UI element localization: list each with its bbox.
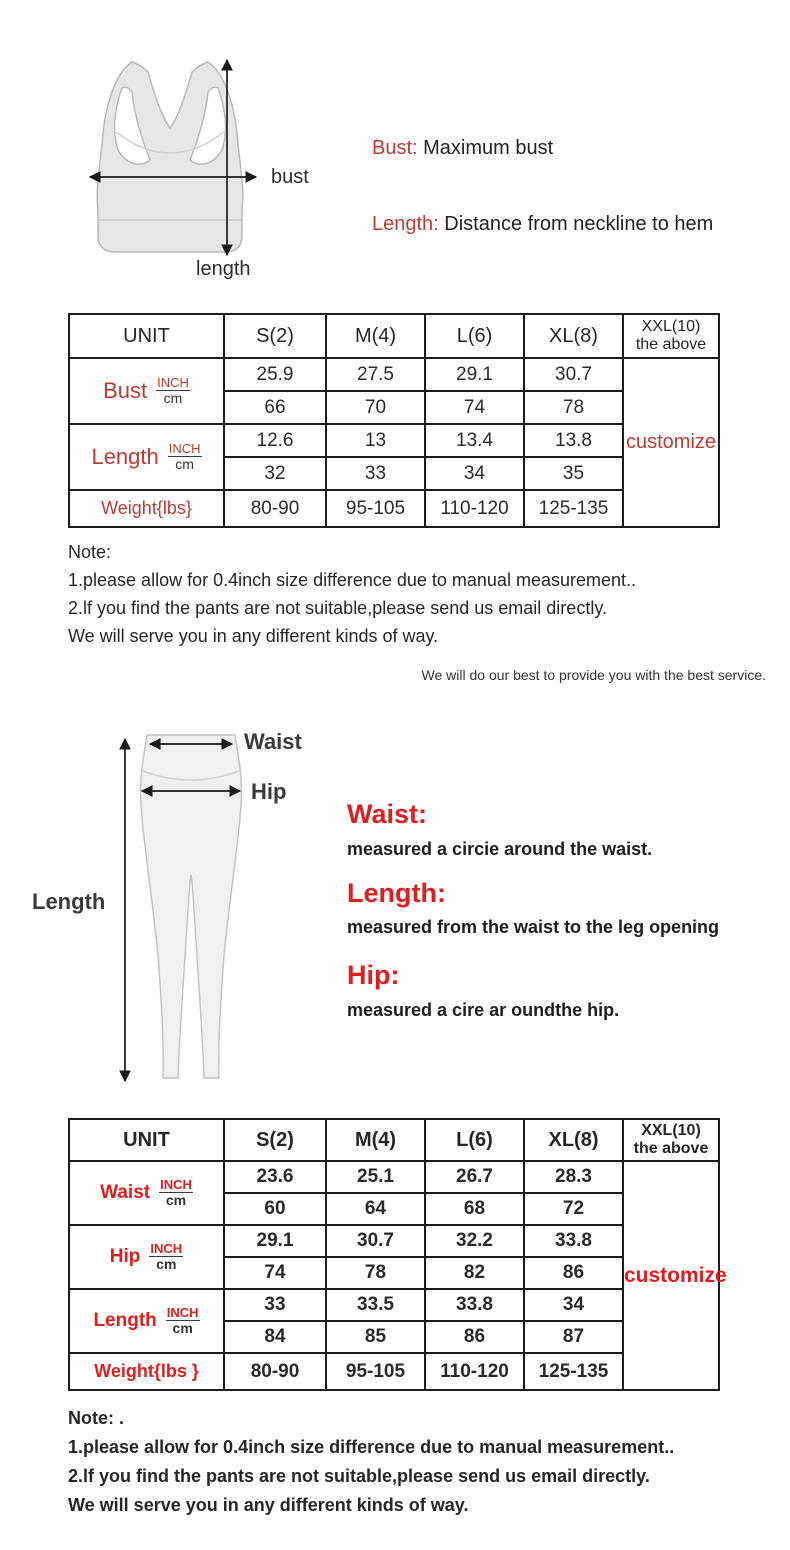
inch-value: 33.8	[524, 1225, 623, 1257]
inch-value: 25.1	[326, 1161, 425, 1193]
inch-value: 33.5	[326, 1289, 425, 1321]
table-header-row	[69, 314, 719, 358]
size-header-cell: S(2)	[224, 1119, 326, 1161]
unit-inch: INCH	[166, 1304, 199, 1320]
measurement-label: Bust	[103, 377, 148, 403]
size-header-cell: S(2)	[224, 314, 326, 358]
service-line: We will do our best to provide you with the best service.	[421, 667, 766, 683]
inch-value: 27.5	[326, 358, 425, 391]
note-block	[68, 538, 636, 650]
bust-desc: Maximum bust	[423, 137, 554, 159]
note-title: Note:	[68, 542, 112, 562]
customize-cell: customize	[623, 1161, 719, 1390]
table-row	[69, 1225, 719, 1257]
xxl-line1: XXL(10)	[641, 1122, 701, 1140]
measurement-label-cell	[69, 424, 224, 490]
waist-diagram-label: Waist	[244, 729, 302, 754]
note-title: Note: .	[68, 1408, 124, 1428]
unit-cm: cm	[156, 1256, 177, 1273]
measurement-label: Waist	[100, 1181, 151, 1203]
inch-value: 33	[224, 1289, 326, 1321]
note-line: We will serve you in any different kinds of way.	[68, 1495, 469, 1515]
weight-label: Weight{lbs}	[69, 490, 224, 527]
unit-inch: INCH	[168, 440, 201, 456]
cm-value: 78	[524, 391, 623, 424]
inch-value: 30.7	[524, 358, 623, 391]
size-header-cell: XL(8)	[524, 1119, 623, 1161]
unit-cm: cm	[175, 456, 194, 473]
size-header-cell: M(4)	[326, 1119, 425, 1161]
note-line: 1.please allow for 0.4inch size difference due to manual measurement..	[68, 570, 636, 590]
cm-value: 60	[224, 1193, 326, 1225]
unit-fraction	[166, 1306, 200, 1336]
xxl-line2: the above	[633, 1140, 709, 1157]
inch-value: 13	[326, 424, 425, 457]
weight-value: 110-120	[425, 490, 524, 527]
inch-value: 34	[524, 1289, 623, 1321]
inch-value: 29.1	[224, 1225, 326, 1257]
measurement-label: Hip	[109, 1245, 141, 1267]
inch-value: 13.8	[524, 424, 623, 457]
table-header-row	[69, 1119, 719, 1161]
sports-bra-illustration	[70, 40, 270, 265]
cm-value: 74	[425, 391, 524, 424]
xxl-header-cell	[623, 314, 719, 358]
unit-fraction	[168, 442, 202, 472]
size-header-cell: M(4)	[326, 314, 425, 358]
leggings-length-label: Length	[32, 889, 106, 914]
unit-fraction	[159, 1178, 193, 1208]
length-diagram-label: length	[196, 258, 251, 280]
cm-value: 78	[326, 1257, 425, 1289]
cm-value: 72	[524, 1193, 623, 1225]
unit-inch: INCH	[160, 1176, 192, 1192]
leggings-illustration	[108, 725, 258, 1085]
leggings-shape	[140, 735, 241, 1078]
unit-header-cell: UNIT	[69, 314, 224, 358]
bra-shape	[97, 62, 243, 252]
cm-value: 84	[224, 1321, 326, 1353]
cm-value: 74	[224, 1257, 326, 1289]
inch-value: 33.8	[425, 1289, 524, 1321]
inch-value: 29.1	[425, 358, 524, 391]
table-row	[69, 424, 719, 457]
bra-size-table	[68, 313, 720, 528]
cm-value: 34	[425, 457, 524, 490]
cm-value: 86	[425, 1321, 524, 1353]
cm-value: 32	[224, 457, 326, 490]
hip-definition-desc: measured a cire ar oundthe hip.	[347, 1000, 620, 1020]
bust-definition	[372, 137, 553, 160]
unit-header-cell: UNIT	[69, 1119, 224, 1161]
bust-term: Bust:	[372, 137, 418, 159]
unit-cm: cm	[165, 1192, 187, 1209]
cm-value: 33	[326, 457, 425, 490]
cm-value: 68	[425, 1193, 524, 1225]
length-desc: Distance from neckline to hem	[444, 213, 714, 235]
measurement-label: Length	[91, 443, 159, 469]
measurement-label-cell	[69, 358, 224, 424]
waist-definition-term: Waist:	[347, 799, 427, 829]
hip-definition-term: Hip:	[347, 960, 400, 990]
weight-value: 95-105	[326, 490, 425, 527]
cm-value: 82	[425, 1257, 524, 1289]
cm-value: 70	[326, 391, 425, 424]
cm-value: 86	[524, 1257, 623, 1289]
unit-fraction	[156, 376, 190, 406]
table-row	[69, 1161, 719, 1193]
note-line: 2.lf you find the pants are not suitable,please send us email directly.	[68, 1466, 650, 1486]
inch-value: 32.2	[425, 1225, 524, 1257]
weight-row	[69, 1353, 719, 1390]
table-row	[69, 358, 719, 391]
measurement-label-cell	[69, 1289, 224, 1353]
customize-cell: customize	[623, 358, 719, 527]
xxl-line1: XXL(10)	[641, 318, 701, 336]
unit-fraction	[149, 1242, 183, 1272]
length-definition-desc: measured from the waist to the leg opening	[347, 917, 720, 937]
size-header-cell: L(6)	[425, 1119, 524, 1161]
length-term: Length:	[372, 213, 439, 235]
xxl-header-cell	[623, 1119, 719, 1161]
unit-cm: cm	[163, 390, 183, 407]
weight-value: 125-135	[524, 1353, 623, 1390]
inch-value: 30.7	[326, 1225, 425, 1257]
note-block	[68, 1404, 674, 1520]
hip-diagram-label: Hip	[251, 779, 287, 804]
length-definition-term: Length:	[347, 878, 446, 908]
cm-value: 35	[524, 457, 623, 490]
weight-value: 95-105	[326, 1353, 425, 1390]
inch-value: 12.6	[224, 424, 326, 457]
inch-value: 13.4	[425, 424, 524, 457]
measurement-label: Length	[93, 1309, 157, 1331]
length-definition	[372, 213, 713, 236]
measurement-label-cell	[69, 1161, 224, 1225]
cm-value: 66	[224, 391, 326, 424]
xxl-line2: the above	[635, 336, 707, 353]
measurement-label-cell	[69, 1225, 224, 1289]
note-line: 2.lf you find the pants are not suitable,please send us email directly.	[68, 598, 607, 618]
note-line: We will serve you in any different kinds of way.	[68, 626, 439, 646]
inch-value: 28.3	[524, 1161, 623, 1193]
weight-label: Weight{lbs }	[69, 1353, 224, 1390]
cm-value: 87	[524, 1321, 623, 1353]
size-header-cell: L(6)	[425, 314, 524, 358]
weight-row	[69, 490, 719, 527]
table-row	[69, 1289, 719, 1321]
inch-value: 26.7	[425, 1161, 524, 1193]
waist-definition-desc: measured a circie around the waist.	[347, 839, 653, 859]
cm-value: 64	[326, 1193, 425, 1225]
inch-value: 23.6	[224, 1161, 326, 1193]
bust-diagram-label: bust	[271, 166, 309, 188]
cm-value: 85	[326, 1321, 425, 1353]
leggings-size-table	[68, 1118, 727, 1391]
weight-value: 80-90	[224, 490, 326, 527]
weight-value: 125-135	[524, 490, 623, 527]
unit-inch: INCH	[157, 374, 189, 390]
inch-value: 25.9	[224, 358, 326, 391]
weight-value: 110-120	[425, 1353, 524, 1390]
unit-inch: INCH	[150, 1240, 183, 1256]
note-line: 1.please allow for 0.4inch size difference due to manual measurement..	[68, 1437, 675, 1457]
unit-cm: cm	[172, 1320, 193, 1337]
size-header-cell: XL(8)	[524, 314, 623, 358]
weight-value: 80-90	[224, 1353, 326, 1390]
